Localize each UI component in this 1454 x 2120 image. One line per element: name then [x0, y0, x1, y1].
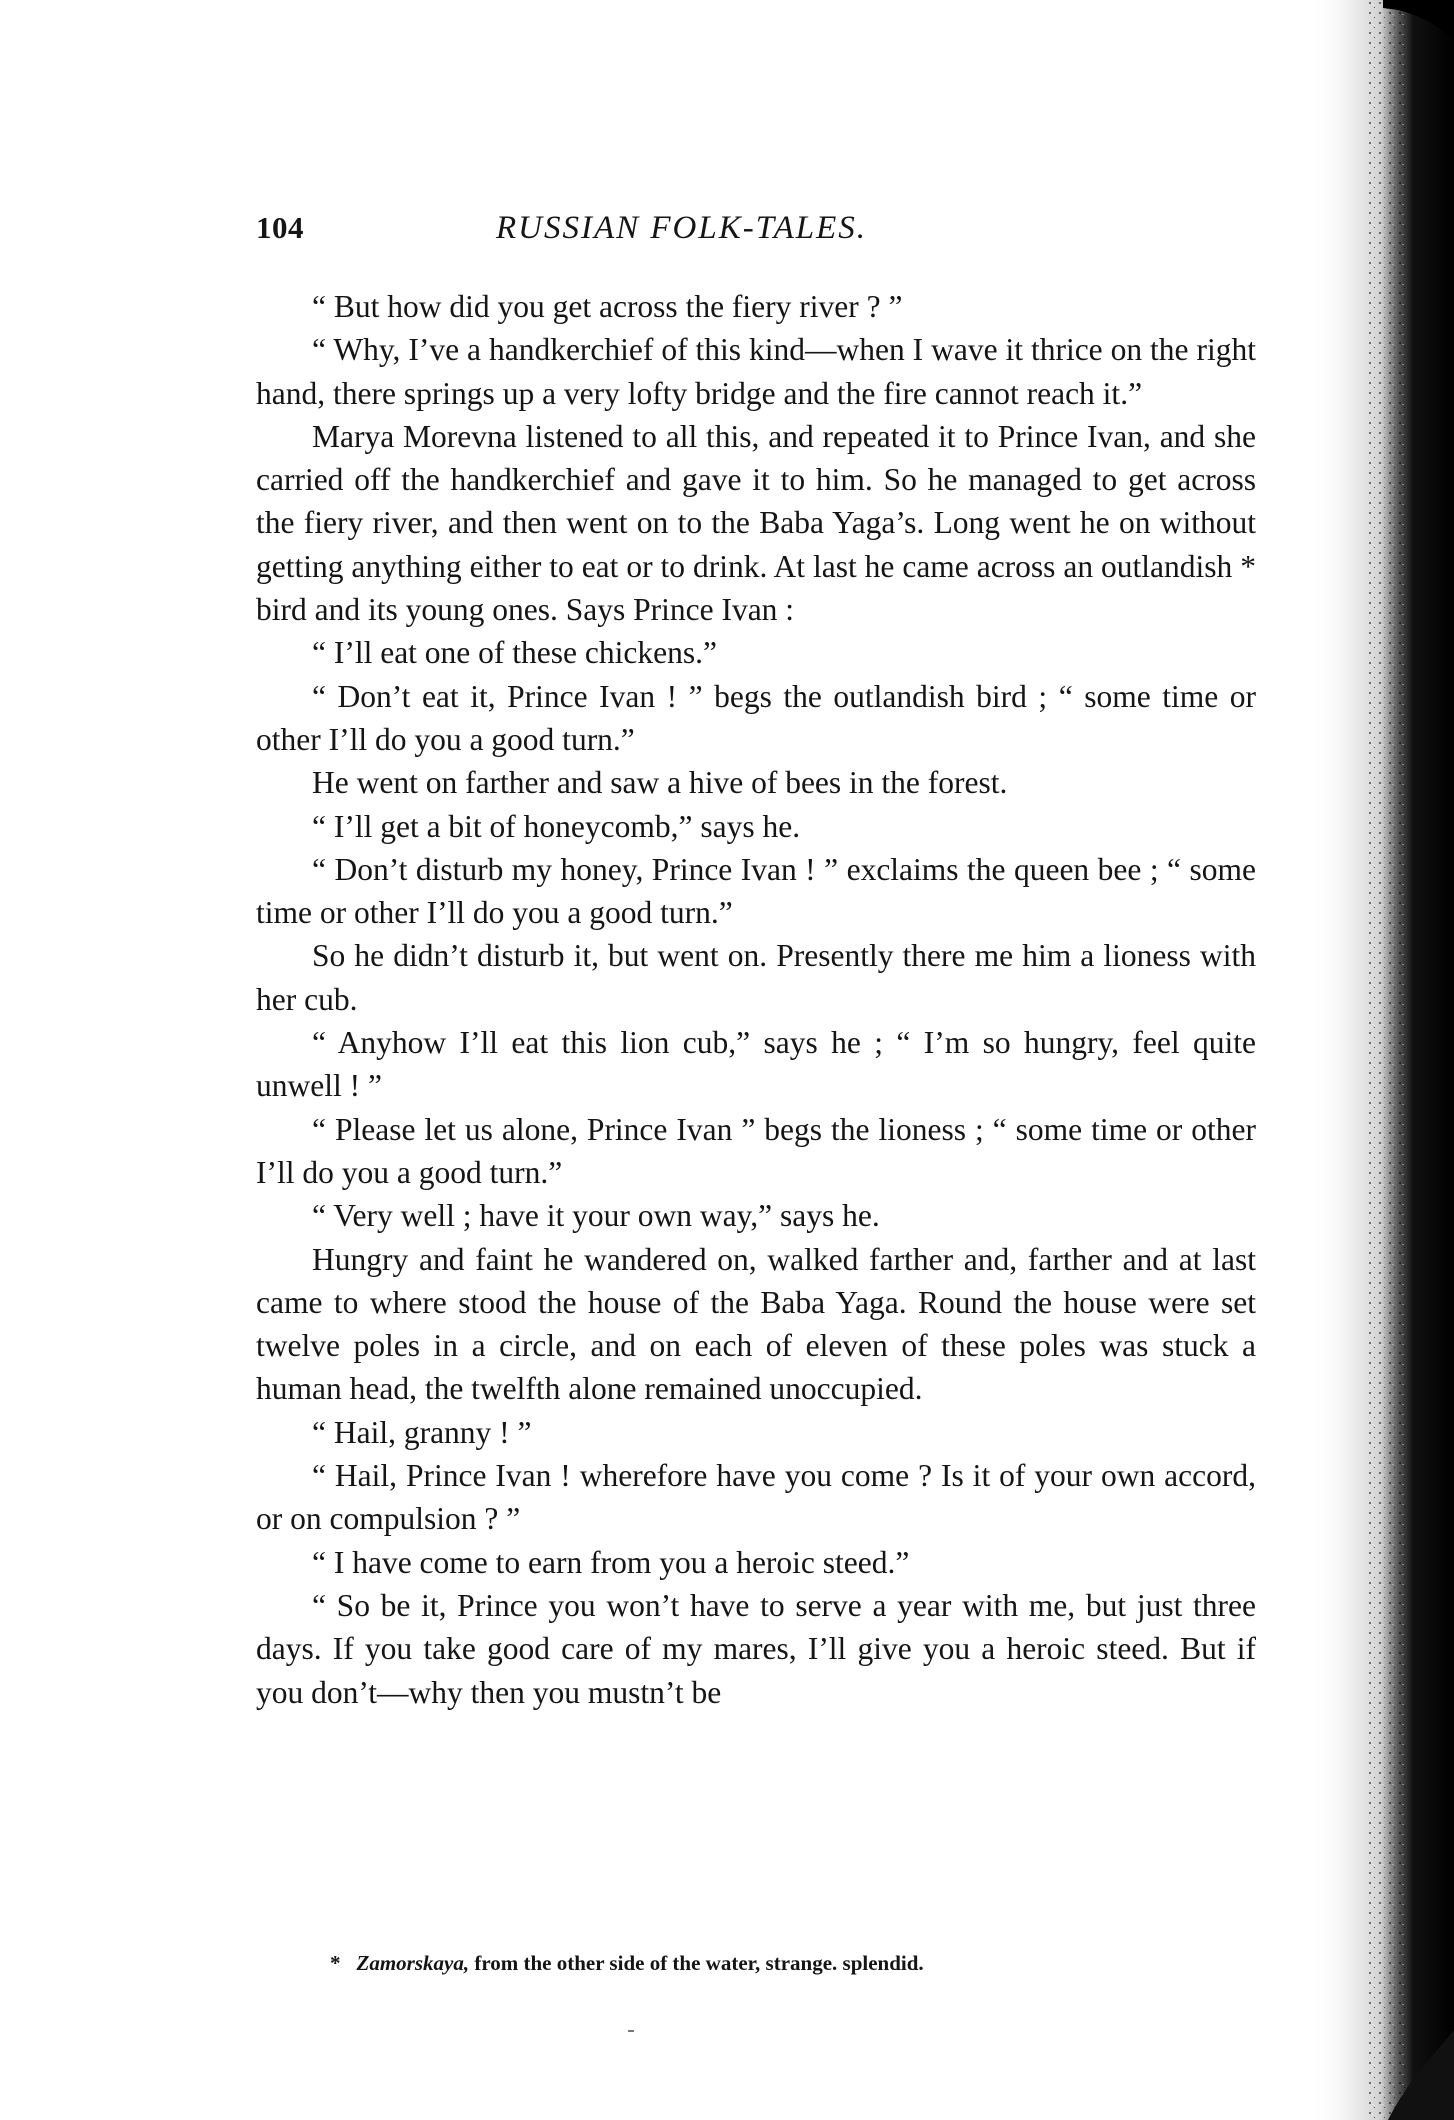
paragraph: So he didn’t disturb it, but went on. Presently there me him a lioness with her cub. [256, 938, 1256, 1017]
page-number: 104 [256, 210, 304, 245]
body-text [256, 285, 1256, 1714]
page-mark [628, 2030, 634, 2032]
paragraph: Marya Morevna listened to all this, and repeated it to Prince Ivan, and she carried off the handkerchief and gave it to him. So he managed to get across the fiery river, and then went on to the Baba Yaga’s. Long went he on without getting anything either to eat or to drink. At last he came across an outlandish * bird and its young ones. Says Prince Ivan : [256, 418, 1256, 628]
paragraph: “ I have come to earn from you a heroic steed.” [312, 1544, 910, 1580]
paragraph: He went on farther and saw a hive of bees in the forest. [312, 765, 1008, 801]
footnote-text: from the other side of the water, strange. splendid. [474, 1951, 924, 1975]
paragraph: “ I’ll get a bit of honeycomb,” says he. [312, 808, 801, 844]
paragraph: Hungry and faint he wandered on, walked farther and, farther and at last came to where stood the house of the Baba Yaga. Round the house were set twelve poles in a circle, and on each of eleven of these poles was stuck a human head, the twelfth alone remained unoccupied. [256, 1241, 1256, 1407]
paragraph: “ Why, I’ve a handkerchief of this kind—when I wave it thrice on the right hand, there springs up a very lofty bridge and the fire cannot reach it.” [256, 332, 1256, 411]
footnote-mark: * [330, 1951, 341, 1975]
footnote [330, 1951, 1250, 1976]
paragraph: “ Please let us alone, Prince Ivan ” begs the lioness ; “ some time or other I’ll do you a good turn.” [256, 1111, 1256, 1190]
paragraph: “ But how did you get across the fiery river ? ” [312, 289, 903, 324]
paragraph: “ Hail, granny ! ” [312, 1414, 532, 1450]
paragraph: “ Don’t disturb my honey, Prince Ivan ! ” exclaims the queen bee ; “ some time or other I’ll do you a good turn.” [256, 851, 1256, 931]
running-title: RUSSIAN FOLK-TALES. [496, 210, 868, 246]
paragraph: “ I’ll eat one of these chickens.” [312, 635, 717, 671]
running-head [256, 210, 1256, 254]
paragraph: “ Don’t eat it, Prince Ivan ! ” begs the outlandish bird ; “ some time or other I’ll do you a good turn.” [256, 678, 1256, 757]
paragraph: “ So be it, Prince you won’t have to serve a year with me, but just three days. If you take good care of my mares, I’ll give you a heroic steed. But if you don’t—why then you mustn’t be [256, 1587, 1256, 1710]
paragraph: “ Very well ; have it your own way,” says he. [312, 1198, 880, 1234]
page-binding-shadow [1288, 0, 1454, 2120]
footnote-term: Zamorskaya, [356, 1951, 470, 1975]
paragraph: “ Anyhow I’ll eat this lion cub,” says he ; “ I’m so hungry, feel quite unwell ! ” [256, 1025, 1256, 1104]
paragraph: “ Hail, Prince Ivan ! wherefore have you come ? Is it of your own accord, or on compulsion ? ” [256, 1458, 1256, 1537]
